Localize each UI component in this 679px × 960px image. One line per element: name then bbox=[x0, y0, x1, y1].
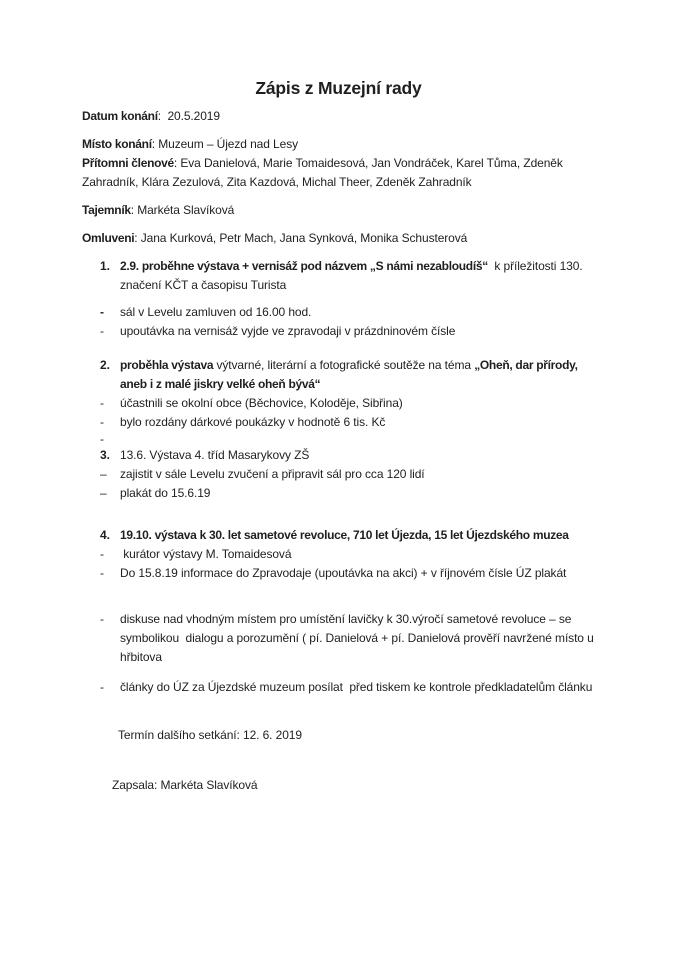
agenda-item-1-number: 1. bbox=[100, 259, 110, 273]
agenda-item-3-number: 3. bbox=[100, 448, 110, 462]
meta-datum bbox=[82, 107, 595, 126]
agenda-item-1-text bbox=[120, 257, 595, 295]
agenda-item-4 bbox=[82, 526, 595, 545]
agenda-item-1-bullet-1 bbox=[82, 303, 595, 322]
agenda-item-2-text bbox=[120, 356, 595, 394]
meta-datum-label: Datum konání bbox=[82, 109, 158, 123]
agenda-item-4-bullet-1 bbox=[82, 545, 595, 564]
agenda-item-2-number: 2. bbox=[100, 358, 110, 372]
agenda-item-3-bullet-1 bbox=[82, 465, 595, 484]
meta-pritomni bbox=[82, 154, 595, 192]
endash-marker: – bbox=[100, 486, 107, 500]
agenda-item-2-text-bold1: proběhla výstava bbox=[120, 358, 214, 372]
meta-misto-label: Místo konání bbox=[82, 137, 152, 151]
agenda-item-4-bullet-2 bbox=[82, 564, 595, 583]
meta-omluveni bbox=[82, 229, 595, 248]
meta-tajemnik bbox=[82, 201, 595, 220]
meta-omluveni-value: : Jana Kurková, Petr Mach, Jana Synková, Monika Schusterová bbox=[134, 231, 468, 245]
agenda-item-4-text-bold: 19.10. výstava k 30. let sametové revoluce, 710 let Újezda, 15 let Újezdského muzea bbox=[120, 528, 569, 542]
meta-datum-value: : 20.5.2019 bbox=[157, 109, 220, 123]
agenda-item-2-bullet-2 bbox=[82, 413, 595, 432]
agenda-item-3-text: 13.6. Výstava 4. tříd Masarykovy ZŠ bbox=[120, 448, 310, 462]
dash-marker: - bbox=[100, 432, 104, 446]
recorded-by-line: Zapsala: Markéta Slavíková bbox=[112, 778, 258, 792]
endash-marker: – bbox=[100, 467, 107, 481]
bullet-text: Do 15.8.19 informace do Zpravodaje (upoutávka na akci) + v říjnovém čísle ÚZ plakát bbox=[120, 566, 567, 580]
agenda-item-2-text-mid: výtvarné, literární a fotografické soutěže na téma bbox=[213, 358, 475, 372]
dash-marker: - bbox=[100, 547, 104, 561]
meta-tajemnik-value: : Markéta Slavíková bbox=[130, 203, 235, 217]
bullet-text: bylo rozdány dárkové poukázky v hodnotě 6 tis. Kč bbox=[120, 415, 386, 429]
agenda-item-2-text-bold2: „Oheň, dar přírody, aneb i z malé jiskry velké oheň bývá“ bbox=[120, 358, 581, 391]
discussion-bullet-2 bbox=[82, 678, 595, 697]
agenda-item-4-text bbox=[120, 526, 595, 545]
document-title: Zápis z Muzejní rady bbox=[255, 78, 422, 98]
agenda-item-1-text-bold: 2.9. proběhne výstava + vernisáž pod názvem „S námi nezabloudíš“ bbox=[120, 259, 488, 273]
bullet-text: upoutávka na vernisáž vyjde ve zpravodaji v prázdninovém čísle bbox=[120, 324, 456, 338]
agenda-item-2-bullet-3 bbox=[82, 432, 595, 446]
meta-misto bbox=[82, 135, 595, 154]
dash-marker: - bbox=[100, 396, 104, 410]
agenda-item-1 bbox=[82, 257, 595, 295]
dash-marker: - bbox=[100, 612, 104, 626]
agenda-item-1-bullet-2 bbox=[82, 322, 595, 341]
dash-marker: - bbox=[100, 305, 104, 319]
agenda-item-2-bullet-1 bbox=[82, 394, 595, 413]
discussion-bullet-1 bbox=[82, 610, 595, 667]
bullet-text: články do ÚZ za Újezdské muzeum posílat před tiskem ke kontrole předkladatelům článku bbox=[120, 680, 593, 694]
bullet-text: sál v Levelu zamluven od 16.00 hod. bbox=[120, 305, 312, 319]
dash-marker: - bbox=[100, 415, 104, 429]
meta-misto-value: : Muzeum – Újezd nad Lesy bbox=[151, 137, 298, 151]
agenda-item-3-bullet-2 bbox=[82, 484, 595, 503]
next-meeting-line: Termín dalšího setkání: 12. 6. 2019 bbox=[118, 728, 302, 742]
bullet-text: kurátor výstavy M. Tomaidesová bbox=[120, 547, 292, 561]
dash-marker: - bbox=[100, 324, 104, 338]
dash-marker: - bbox=[100, 680, 104, 694]
meta-tajemnik-label: Tajemník bbox=[82, 203, 131, 217]
meta-pritomni-value: : Eva Danielová, Marie Tomaidesová, Jan Vondráček, Karel Tůma, Zdeněk Zahradník, Klára Zezulová, Zita Kazdová, Michal Theer, Zdeněk Zahradník bbox=[82, 156, 567, 189]
agenda-item-4-number: 4. bbox=[100, 528, 110, 542]
agenda-item-2 bbox=[82, 356, 595, 394]
meta-omluveni-label: Omluveni bbox=[82, 231, 135, 245]
dash-marker: - bbox=[100, 566, 104, 580]
bullet-text: plakát do 15.6.19 bbox=[120, 486, 211, 500]
meta-pritomni-label: Přítomni členové bbox=[82, 156, 174, 170]
agenda-item-1-text-rest: k příležitosti 130. značení KČT a časopisu Turista bbox=[120, 259, 586, 292]
bullet-text: zajistit v sále Levelu zvučení a připravit sál pro cca 120 lidí bbox=[120, 467, 425, 481]
bullet-text: diskuse nad vhodným místem pro umístění lavičky k 30.výročí sametové revoluce – se symbolikou dialogu a porozumění ( pí. Danielová + pí. Danielová prověří navržené místo u hřbitova bbox=[120, 612, 597, 664]
agenda-item-3 bbox=[82, 446, 595, 465]
bullet-text: účastnili se okolní obce (Běchovice, Koloděje, Sibřina) bbox=[120, 396, 403, 410]
